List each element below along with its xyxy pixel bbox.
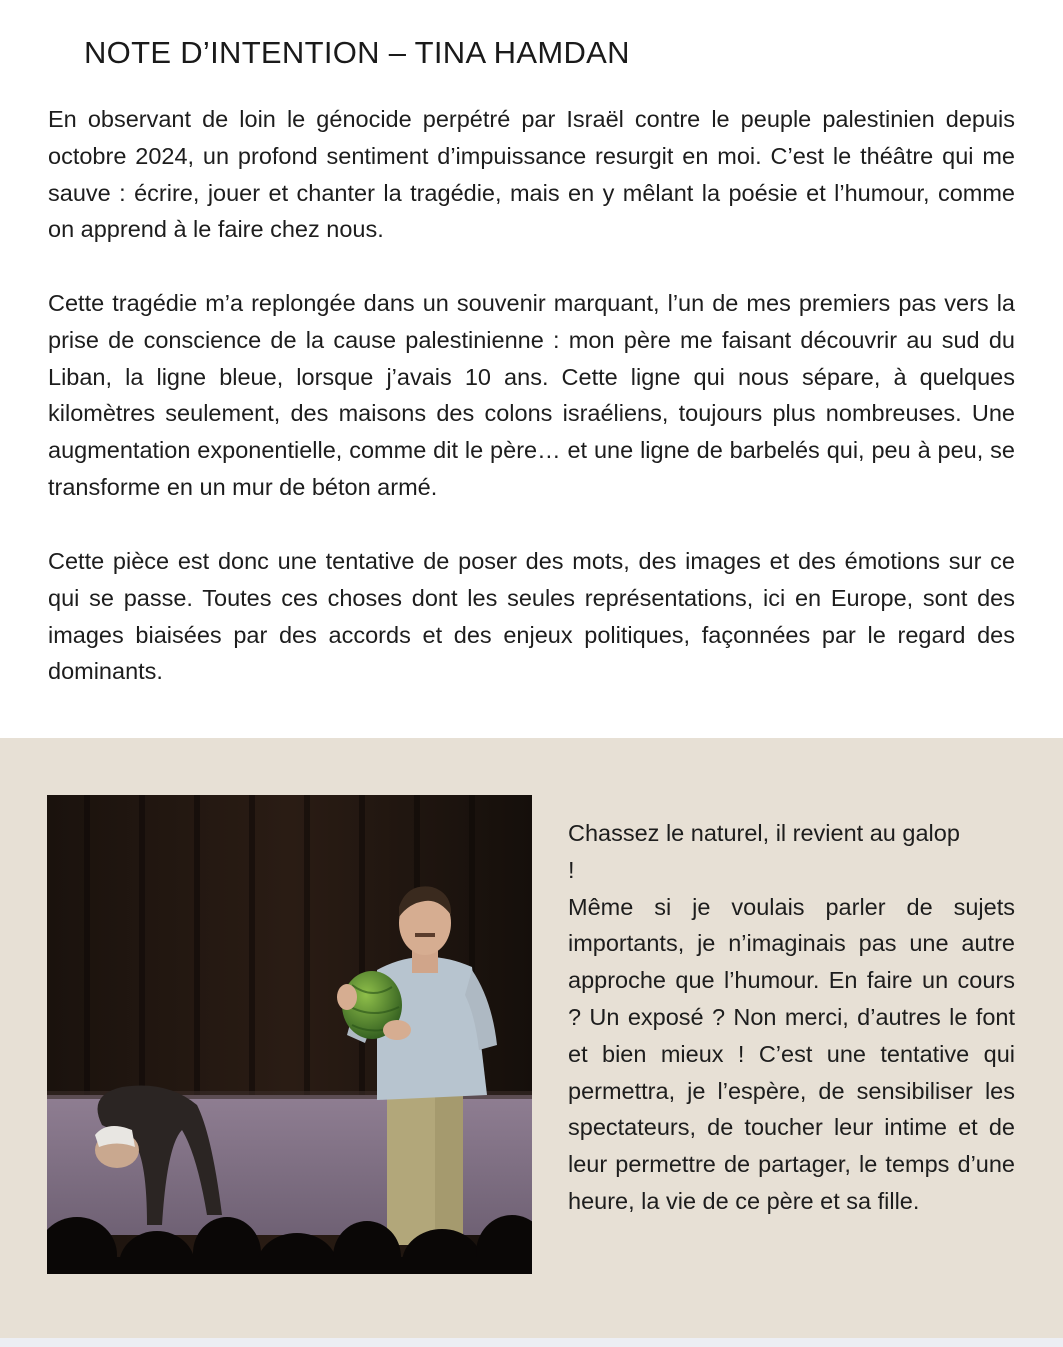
- side-text-block: [568, 815, 1015, 1220]
- paragraph-attempt: Cette pièce est donc une tentative de poser des mots, des images et des émotions sur ce qui se passe. Toutes ces choses dont les seules représentations, ici en Europe, sont des images biaisées par des accords et des enjeux politiques, façonnées par le regard des dominants.: [48, 548, 1015, 685]
- stage-photo: [47, 795, 532, 1274]
- side-body: Même si je voulais parler de sujets importants, je n’imaginais pas une autre approche que l’humour. En faire un cours ? Un exposé ? Non merci, d’autres le font et bien mieux ! C’est une tentative qui permettra, je l’espère, de sensibiliser les spectateurs, de toucher leur intime et de leur permettre de partager, le temps d’une heure, la vie de ce père et sa fille.: [568, 893, 1015, 1214]
- bottom-divider: [0, 1338, 1063, 1347]
- paragraph-intro: En observant de loin le génocide perpétré par Israël contre le peuple palestinien depuis octobre 2024, un profond sentiment d’impuissance resurgit en moi. C’est le théâtre qui me sauve : écrire, jouer et chanter la tragédie, mais en y mêlant la poésie et l’humour, comme on apprend à le faire chez nous.: [48, 106, 1015, 243]
- page-title: NOTE D’INTENTION – TINA HAMDAN: [84, 35, 630, 70]
- stage-photo-illustration: [47, 795, 532, 1274]
- side-heading-end: !: [568, 856, 575, 883]
- side-heading: Chassez le naturel, il revient au galop: [568, 820, 960, 846]
- paragraph-memory: Cette tragédie m’a replongée dans un souvenir marquant, l’un de mes premiers pas vers la prise de conscience de la cause palestinienne : mon père me faisant découvrir au sud du Liban, la ligne bleue, lorsque j’avais 10 ans. Cette ligne qui nous sépare, à quelques kilomètres seulement, des maisons des colons israéliens, toujours plus nombreuses. Une augmentation exponentielle, comme dit le père… et une ligne de barbelés qui, peu à peu, se transforme en un mur de béton armé.: [48, 290, 1015, 500]
